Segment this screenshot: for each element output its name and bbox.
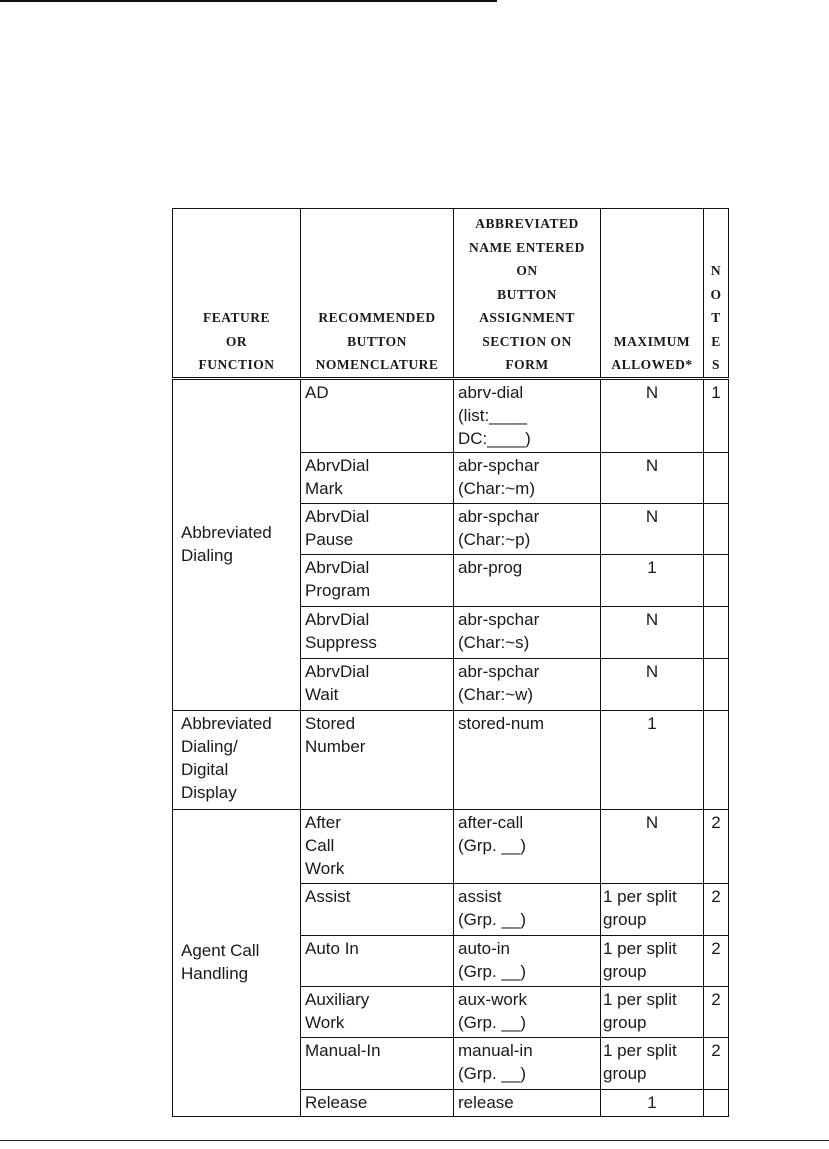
abbrev-cell: manual-in (Grp. __) (454, 1037, 601, 1089)
note-cell (704, 554, 729, 606)
note-cell (704, 1089, 729, 1116)
button-cell: Auto In (301, 935, 454, 986)
abbrev-cell: abr-spchar (Char:~s) (454, 606, 601, 658)
max-cell: 1 per split group (601, 883, 704, 935)
abbrev-cell: abr-spchar (Char:~m) (454, 452, 601, 503)
note-cell (704, 452, 729, 503)
abbrev-cell: stored-num (454, 710, 601, 809)
button-cell: Auxiliary Work (301, 986, 454, 1037)
max-cell: 1 per split group (601, 935, 704, 986)
max-cell: N (601, 658, 704, 710)
abbrev-cell: auto-in (Grp. __) (454, 935, 601, 986)
note-cell (704, 658, 729, 710)
table-header-row (173, 209, 729, 379)
button-cell: AbrvDial Mark (301, 452, 454, 503)
abbrev-cell: assist (Grp. __) (454, 883, 601, 935)
max-cell: 1 (601, 1089, 704, 1116)
abbrev-cell: abr-spchar (Char:~p) (454, 503, 601, 554)
abbrev-cell: aux-work (Grp. __) (454, 986, 601, 1037)
button-cell: Release (301, 1089, 454, 1116)
note-cell (704, 710, 729, 809)
abbrev-cell: abr-spchar (Char:~w) (454, 658, 601, 710)
button-cell: AbrvDial Program (301, 554, 454, 606)
max-cell: N (601, 452, 704, 503)
note-cell (704, 503, 729, 554)
header-feature: FEATURE OR FUNCTION (173, 209, 301, 379)
button-cell: AbrvDial Wait (301, 658, 454, 710)
button-assignment-table (172, 208, 729, 1117)
header-maximum: MAXIMUM ALLOWED* (601, 209, 704, 379)
note-cell: 2 (704, 883, 729, 935)
button-cell: After Call Work (301, 809, 454, 883)
note-cell: 2 (704, 1037, 729, 1089)
table-row (173, 378, 729, 452)
abbrev-cell: release (454, 1089, 601, 1116)
note-cell: 2 (704, 986, 729, 1037)
max-cell: N (601, 378, 704, 452)
top-rule (0, 0, 497, 2)
feature-cell: Abbreviated Dialing (173, 378, 301, 710)
button-cell: Stored Number (301, 710, 454, 809)
max-cell: 1 per split group (601, 1037, 704, 1089)
max-cell: N (601, 809, 704, 883)
bottom-rule (0, 1140, 829, 1141)
max-cell: N (601, 606, 704, 658)
abbrev-cell: abrv-dial (list:____ DC:____) (454, 378, 601, 452)
max-cell: 1 (601, 710, 704, 809)
button-cell: AbrvDial Suppress (301, 606, 454, 658)
max-cell: 1 per split group (601, 986, 704, 1037)
table-row (173, 710, 729, 809)
note-cell: 2 (704, 809, 729, 883)
abbrev-cell: after-call (Grp. __) (454, 809, 601, 883)
note-cell: 2 (704, 935, 729, 986)
note-cell: 1 (704, 378, 729, 452)
button-cell: Manual-In (301, 1037, 454, 1089)
header-notes: N O T E S (704, 209, 729, 379)
button-cell: Assist (301, 883, 454, 935)
feature-cell: Agent Call Handling (173, 809, 301, 1116)
table-row (173, 809, 729, 883)
note-cell (704, 606, 729, 658)
header-abbreviated-name: ABBREVIATED NAME ENTERED ON BUTTON ASSIGNMENT SECTION ON FORM (454, 209, 601, 379)
abbrev-cell: abr-prog (454, 554, 601, 606)
button-cell: AD (301, 378, 454, 452)
max-cell: N (601, 503, 704, 554)
button-cell: AbrvDial Pause (301, 503, 454, 554)
feature-cell: Abbreviated Dialing/ Digital Display (173, 710, 301, 809)
max-cell: 1 (601, 554, 704, 606)
header-button: RECOMMENDED BUTTON NOMENCLATURE (301, 209, 454, 379)
